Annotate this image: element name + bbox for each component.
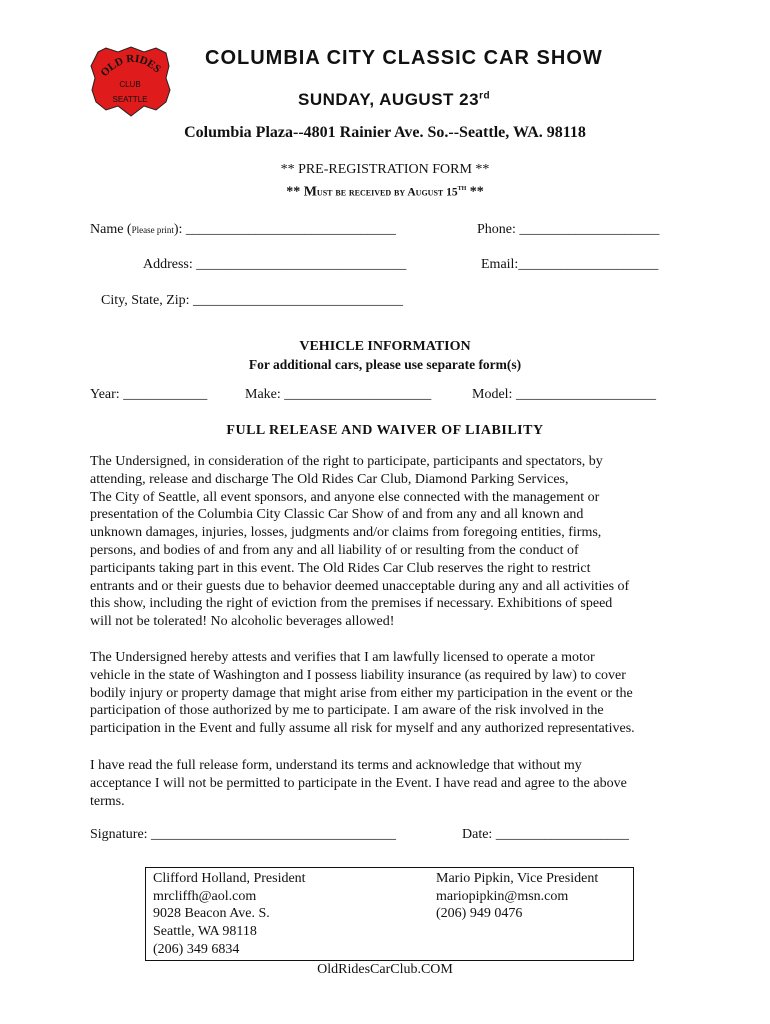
paragraph-line: entrants and or their guests due to behavior deemed unacceptable during any and all activities of [90, 578, 630, 594]
event-date-text: SUNDAY, AUGUST 23 [298, 90, 480, 109]
email-field[interactable]: Email:____________________ [481, 257, 659, 272]
president-contact [153, 870, 306, 959]
website-link[interactable]: OldRidesCarClub.COM [317, 962, 453, 977]
paragraph-line: The City of Seattle, all event sponsors, and anyone else connected with the management or [90, 489, 600, 505]
deadline-notice [0, 183, 770, 201]
president-name: Clifford Holland, President [153, 871, 306, 886]
event-date-suffix: rd [479, 90, 491, 102]
waiver-heading: FULL RELEASE AND WAIVER OF LIABILITY [226, 423, 544, 438]
signature-field[interactable]: Signature: ___________________________________ [90, 827, 397, 842]
paragraph-line: bodily injury or property damage that might arise from either my participation in the event or the [90, 685, 633, 701]
city-state-zip-field[interactable]: City, State, Zip: ______________________________ [101, 293, 404, 308]
form-title: ** PRE-REGISTRATION FORM ** [280, 162, 490, 177]
waiver-paragraph-2 [90, 649, 690, 738]
name-hint: Please print [131, 225, 174, 235]
phone-field[interactable]: Phone: ____________________ [477, 222, 660, 237]
year-field[interactable]: Year: ____________ [90, 387, 208, 402]
date-field[interactable]: Date: ___________________ [462, 827, 629, 842]
model-field[interactable]: Model: ____________________ [472, 387, 656, 402]
vice-president-phone: (206) 949 0476 [436, 906, 523, 922]
vice-president-contact [436, 870, 598, 923]
paragraph-line: participants taking part in this event. The Old Rides Car Club reserves the right to restrict [90, 560, 591, 576]
paragraph-line: I have read the full release form, understand its terms and acknowledge that without my [90, 758, 582, 773]
paragraph-line: terms. [90, 793, 125, 809]
vice-president-name: Mario Pipkin, Vice President [436, 871, 599, 886]
name-line: ): ______________________________ [173, 222, 396, 237]
deadline-prefix: ** M [286, 184, 317, 200]
event-date [298, 90, 490, 110]
vehicle-subheading: For additional cars, please use separate form(s) [248, 357, 522, 372]
vice-president-email[interactable]: mariopipkin@msn.com [436, 888, 569, 904]
paragraph-line: presentation of the Columbia City Classic Car Show of and from any and all known and [90, 507, 584, 523]
name-label: Name ( [90, 222, 132, 237]
make-field[interactable]: Make: _____________________ [245, 387, 432, 402]
paragraph-line: unknown damages, injuries, losses, judgments and/or claims from foregoing entities, firms, [90, 525, 602, 541]
paragraph-line: The Undersigned hereby attests and verifies that I am lawfully licensed to operate a motor [90, 650, 595, 665]
deadline-body: ust be received by August 15 [316, 186, 458, 199]
vehicle-heading: VEHICLE INFORMATION [299, 339, 471, 354]
paragraph-line: The Undersigned, in consideration of the right to participate, participants and spectators, by [90, 454, 603, 469]
president-city: Seattle, WA 98118 [153, 924, 257, 940]
paragraph-line: persons, and bodies of and from any and all liability of or resulting from the conduct of [90, 542, 579, 558]
logo-text-mid: CLUB [119, 80, 141, 89]
name-field[interactable] [90, 222, 396, 238]
deadline-suffix: th [457, 183, 467, 192]
president-street: 9028 Beacon Ave. S. [153, 906, 270, 922]
paragraph-line: will not be tolerated! No alcoholic beverages allowed! [90, 614, 395, 630]
event-address: Columbia Plaza--4801 Rainier Ave. So.--Seattle, WA. 98118 [184, 124, 586, 141]
address-field[interactable]: Address: ______________________________ [143, 257, 407, 272]
president-email[interactable]: mrcliffh@aol.com [153, 888, 257, 904]
president-phone: (206) 349 6834 [153, 941, 240, 957]
paragraph-line: participation in the Event and fully assume all risk for myself and any authorized representatives. [90, 721, 635, 737]
paragraph-line: vehicle in the state of Washington and I possess liability insurance (as required by law) to cover [90, 667, 626, 683]
logo-text-top: OLD RIDES [98, 52, 163, 80]
logo-text-bottom: SEATTLE [112, 95, 148, 104]
deadline-end: ** [466, 184, 484, 200]
paragraph-line: attending, release and discharge The Old Rides Car Club, Diamond Parking Services, [90, 471, 569, 487]
club-logo [86, 44, 176, 120]
event-title: COLUMBIA CITY CLASSIC CAR SHOW [205, 47, 603, 69]
waiver-paragraph-1 [90, 453, 690, 631]
paragraph-line: this show, including the right of eviction from the premises if necessary. Exhibitions of speed [90, 596, 613, 612]
paragraph-line: acceptance I will not be permitted to participate in the Event. I have read and agree to the above [90, 775, 627, 791]
waiver-paragraph-3 [90, 757, 690, 810]
contact-box [145, 867, 634, 961]
paragraph-line: participation of those authorized by me to participate. I am aware of the risk involved in the [90, 703, 604, 719]
